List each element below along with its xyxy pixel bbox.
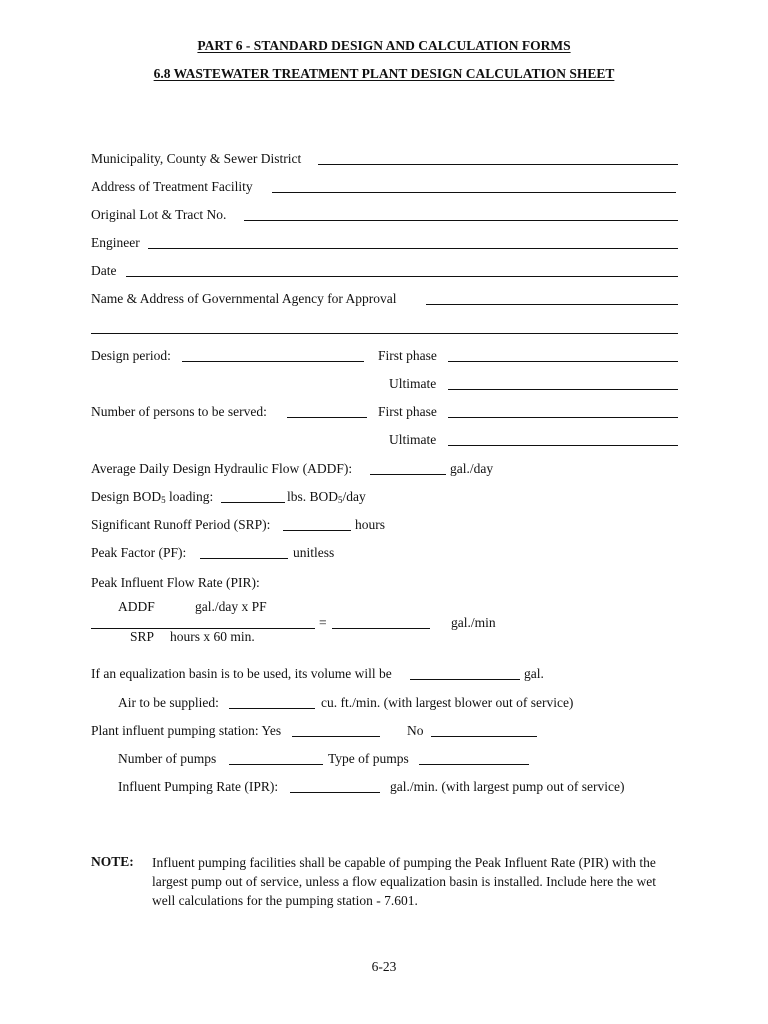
first-phase-label: First phase [378, 348, 437, 363]
lot-tract-field[interactable] [244, 220, 678, 221]
agency-field-line2[interactable] [91, 333, 678, 334]
srp-label: Significant Runoff Period (SRP): [91, 517, 271, 532]
first-phase-label-2: First phase [378, 404, 437, 419]
page-title: PART 6 - STANDARD DESIGN AND CALCULATION FORMS [197, 38, 571, 53]
bod-unit [287, 489, 366, 505]
pir-equals: = [319, 615, 327, 630]
eq-basin-unit: gal. [524, 666, 544, 681]
addf-unit: gal./day [450, 461, 494, 476]
no-label: No [407, 723, 424, 738]
municipality-label: Municipality, County & Sewer District [91, 151, 302, 166]
srp-unit: hours [355, 517, 385, 532]
air-field[interactable] [229, 708, 315, 709]
bod-field[interactable] [221, 502, 285, 503]
pir-field[interactable] [332, 628, 430, 629]
eq-basin-label: If an equalization basin is to be used, its volume will be [91, 666, 392, 681]
pir-denominator-a: SRP [130, 629, 155, 644]
address-field[interactable] [272, 192, 676, 193]
bod-label [91, 489, 213, 505]
engineer-label: Engineer [91, 235, 140, 250]
design-period-label: Design period: [91, 348, 171, 363]
pir-denominator-b: hours x 60 min. [170, 629, 255, 644]
pumping-station-no-field[interactable] [431, 736, 537, 737]
design-ultimate-field[interactable] [448, 389, 678, 390]
page-number: 6-23 [371, 959, 397, 974]
agency-field[interactable] [426, 304, 678, 305]
engineer-field[interactable] [148, 248, 678, 249]
srp-field[interactable] [283, 530, 351, 531]
date-field[interactable] [126, 276, 678, 277]
ultimate-label: Ultimate [389, 376, 437, 391]
ultimate-label-2: Ultimate [389, 432, 437, 447]
pf-field[interactable] [200, 558, 288, 559]
persons-served-label: Number of persons to be served: [91, 404, 267, 419]
pf-label: Peak Factor (PF): [91, 545, 187, 560]
bod-label-pre: Design BOD [91, 489, 162, 504]
pir-numerator-b: gal./day x PF [195, 599, 267, 614]
persons-first-phase-field[interactable] [448, 417, 678, 418]
bod-unit-pre: lbs. BOD [287, 489, 339, 504]
pf-unit: unitless [293, 545, 335, 560]
note-text: Influent pumping facilities shall be capable of pumping the Peak Influent Rate (PIR) with the largest pump out of service, unless a flow equalization basin is installed. Include here the wet well calculations for the pumping station - 7.601. [152, 855, 656, 908]
section-title: 6.8 WASTEWATER TREATMENT PLANT DESIGN CALCULATION SHEET [153, 66, 615, 81]
eq-basin-field[interactable] [410, 679, 520, 680]
pir-unit: gal./min [451, 615, 496, 630]
ipr-unit: gal./min. (with largest pump out of service) [390, 779, 625, 794]
agency-label: Name & Address of Governmental Agency for Approval [91, 291, 397, 306]
num-pumps-field[interactable] [229, 764, 323, 765]
pir-numerator-a: ADDF [118, 599, 155, 614]
air-label: Air to be supplied: [118, 695, 219, 710]
bod-label-post: loading: [165, 489, 214, 504]
addf-field[interactable] [370, 474, 446, 475]
pir-label: Peak Influent Flow Rate (PIR): [91, 575, 260, 590]
design-first-phase-field[interactable] [448, 361, 678, 362]
municipality-field[interactable] [318, 164, 678, 165]
design-period-field[interactable] [182, 361, 364, 362]
num-pumps-label: Number of pumps [118, 751, 217, 766]
pumping-station-yes-field[interactable] [292, 736, 380, 737]
address-label: Address of Treatment Facility [91, 179, 253, 194]
type-pumps-field[interactable] [419, 764, 529, 765]
pumping-station-label: Plant influent pumping station: Yes [91, 723, 282, 738]
ipr-field[interactable] [290, 792, 380, 793]
note-label: NOTE: [91, 854, 134, 869]
persons-served-field[interactable] [287, 417, 367, 418]
bod-unit-subscript: 5 [338, 495, 343, 505]
bod-subscript: 5 [161, 495, 166, 505]
type-pumps-label: Type of pumps [328, 751, 409, 766]
persons-ultimate-field[interactable] [448, 445, 678, 446]
addf-label: Average Daily Design Hydraulic Flow (ADDF): [91, 461, 353, 476]
bod-unit-post: /day [342, 489, 366, 504]
date-label: Date [91, 263, 117, 278]
air-unit: cu. ft./min. (with largest blower out of service) [321, 695, 574, 710]
lot-tract-label: Original Lot & Tract No. [91, 207, 227, 222]
ipr-label: Influent Pumping Rate (IPR): [118, 779, 279, 794]
